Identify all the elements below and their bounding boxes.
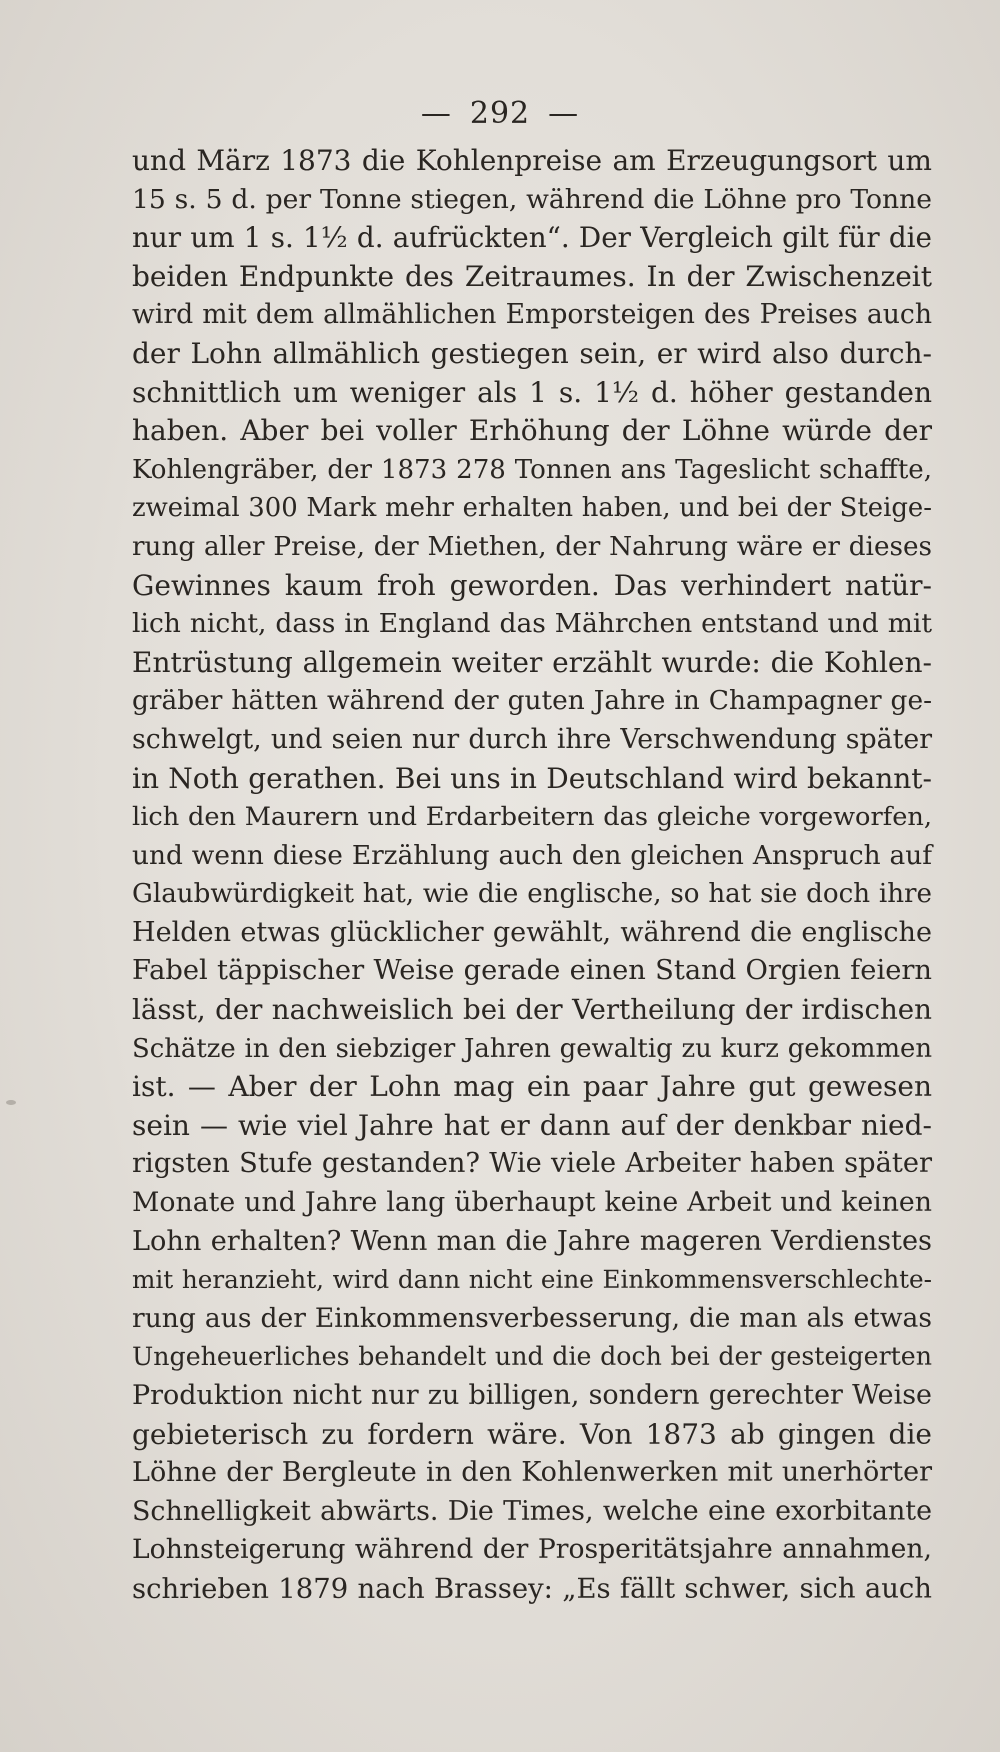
text-line: rigsten Stufe gestanden? Wie viele Arbeiter haben später [131, 1148, 933, 1180]
text-line: Kohlengräber, der 1873 278 Tonnen ans Tageslicht schaffte, [132, 454, 932, 485]
text-line: und März 1873 die Kohlenpreise am Erzeugungsort um [132, 144, 932, 177]
text-line: ist. — Aber der Lohn mag ein paar Jahre gut gewesen [131, 1069, 933, 1104]
text-line: Helden etwas glücklicher gewählt, während die englische [131, 916, 933, 948]
text-line: Glaubwürdigkeit hat, wie die englische, so hat sie doch ihre [131, 879, 933, 910]
text-line: Schnelligkeit abwärts. Die Times, welche eine exorbitante [131, 1495, 933, 1527]
text-line: 15 s. 5 d. per Tonne stiegen, während die Löhne pro Tonne [132, 183, 932, 215]
text-line: Schätze in den siebziger Jahren gewaltig zu kurz gekommen [131, 1033, 933, 1064]
dash-left: — [420, 96, 452, 131]
text-line: Produktion nicht nur zu billigen, sondern gerechter Weise [131, 1379, 933, 1411]
text-line: schrieben 1879 nach Brassey: „Es fällt schwer, sich auch [131, 1572, 933, 1605]
body-text [132, 142, 932, 1609]
text-line: nur um 1 s. 1½ d. aufrückten“. Der Vergleich gilt für die [132, 221, 932, 255]
page-number [0, 96, 1000, 131]
text-line: sein — wie viel Jahre hat er dann auf der denkbar nied- [131, 1108, 933, 1142]
text-line: und wenn diese Erzählung auch den gleichen Anspruch auf [131, 840, 933, 871]
text-line: Fabel täppischer Weise gerade einen Stand Orgien feiern [131, 955, 933, 987]
text-line: beiden Endpunkte des Zeitraumes. In der Zwischenzeit [132, 259, 932, 293]
text-line: rung aller Preise, der Miethen, der Nahrung wäre er dieses [132, 531, 932, 562]
text-line: gebieterisch zu fordern wäre. Von 1873 ab gingen die [131, 1417, 933, 1451]
text-line: Löhne der Bergleute in den Kohlenwerken mit unerhörter [131, 1456, 933, 1489]
text-line: gräber hätten während der guten Jahre in Champagner ge- [131, 685, 933, 717]
text-line: Lohnsteigerung während der Prosperitätsjahre annahmen, [131, 1533, 933, 1566]
text-line: wird mit dem allmählichen Emporsteigen des Preises auch [132, 299, 932, 331]
text-line: in Noth gerathen. Bei uns in Deutschland wird bekannt- [131, 761, 933, 795]
text-line: mit heranzieht, wird dann nicht eine Einkommensverschlechte- [131, 1264, 933, 1295]
text-line: zweimal 300 Mark mehr erhalten haben, und bei der Steige- [132, 493, 932, 524]
text-line: Lohn erhalten? Wenn man die Jahre mageren Verdienstes [131, 1225, 933, 1257]
dash-right: — [548, 96, 580, 131]
text-line: der Lohn allmählich gestiegen sein, er wird also durch- [132, 336, 932, 370]
page-number-value: 292 [469, 96, 531, 131]
text-line: schwelgt, und seien nur durch ihre Verschwendung später [131, 723, 933, 755]
text-line: schnittlich um weniger als 1 s. 1½ d. höher gestanden [132, 375, 932, 409]
text-line: haben. Aber bei voller Erhöhung der Löhne würde der [132, 414, 932, 448]
text-line: lich den Maurern und Erdarbeitern das gleiche vorgeworfen, [131, 801, 933, 833]
text-line: lässt, der nachweislich bei der Vertheilung der irdischen [131, 992, 933, 1027]
text-line: Gewinnes kaum froh geworden. Das verhindert natür- [132, 568, 932, 602]
text-line: Ungeheuerliches behandelt und die doch bei der gesteigerten [131, 1342, 933, 1372]
text-line: lich nicht, dass in England das Mährchen entstand und mit [132, 608, 932, 640]
text-line: Monate und Jahre lang überhaupt keine Arbeit und keinen [131, 1186, 933, 1219]
margin-smudge [6, 1100, 16, 1105]
text-line: rung aus der Einkommensverbesserung, die man als etwas [131, 1302, 933, 1334]
text-line: Entrüstung allgemein weiter erzählt wurde: die Kohlen- [131, 645, 933, 679]
